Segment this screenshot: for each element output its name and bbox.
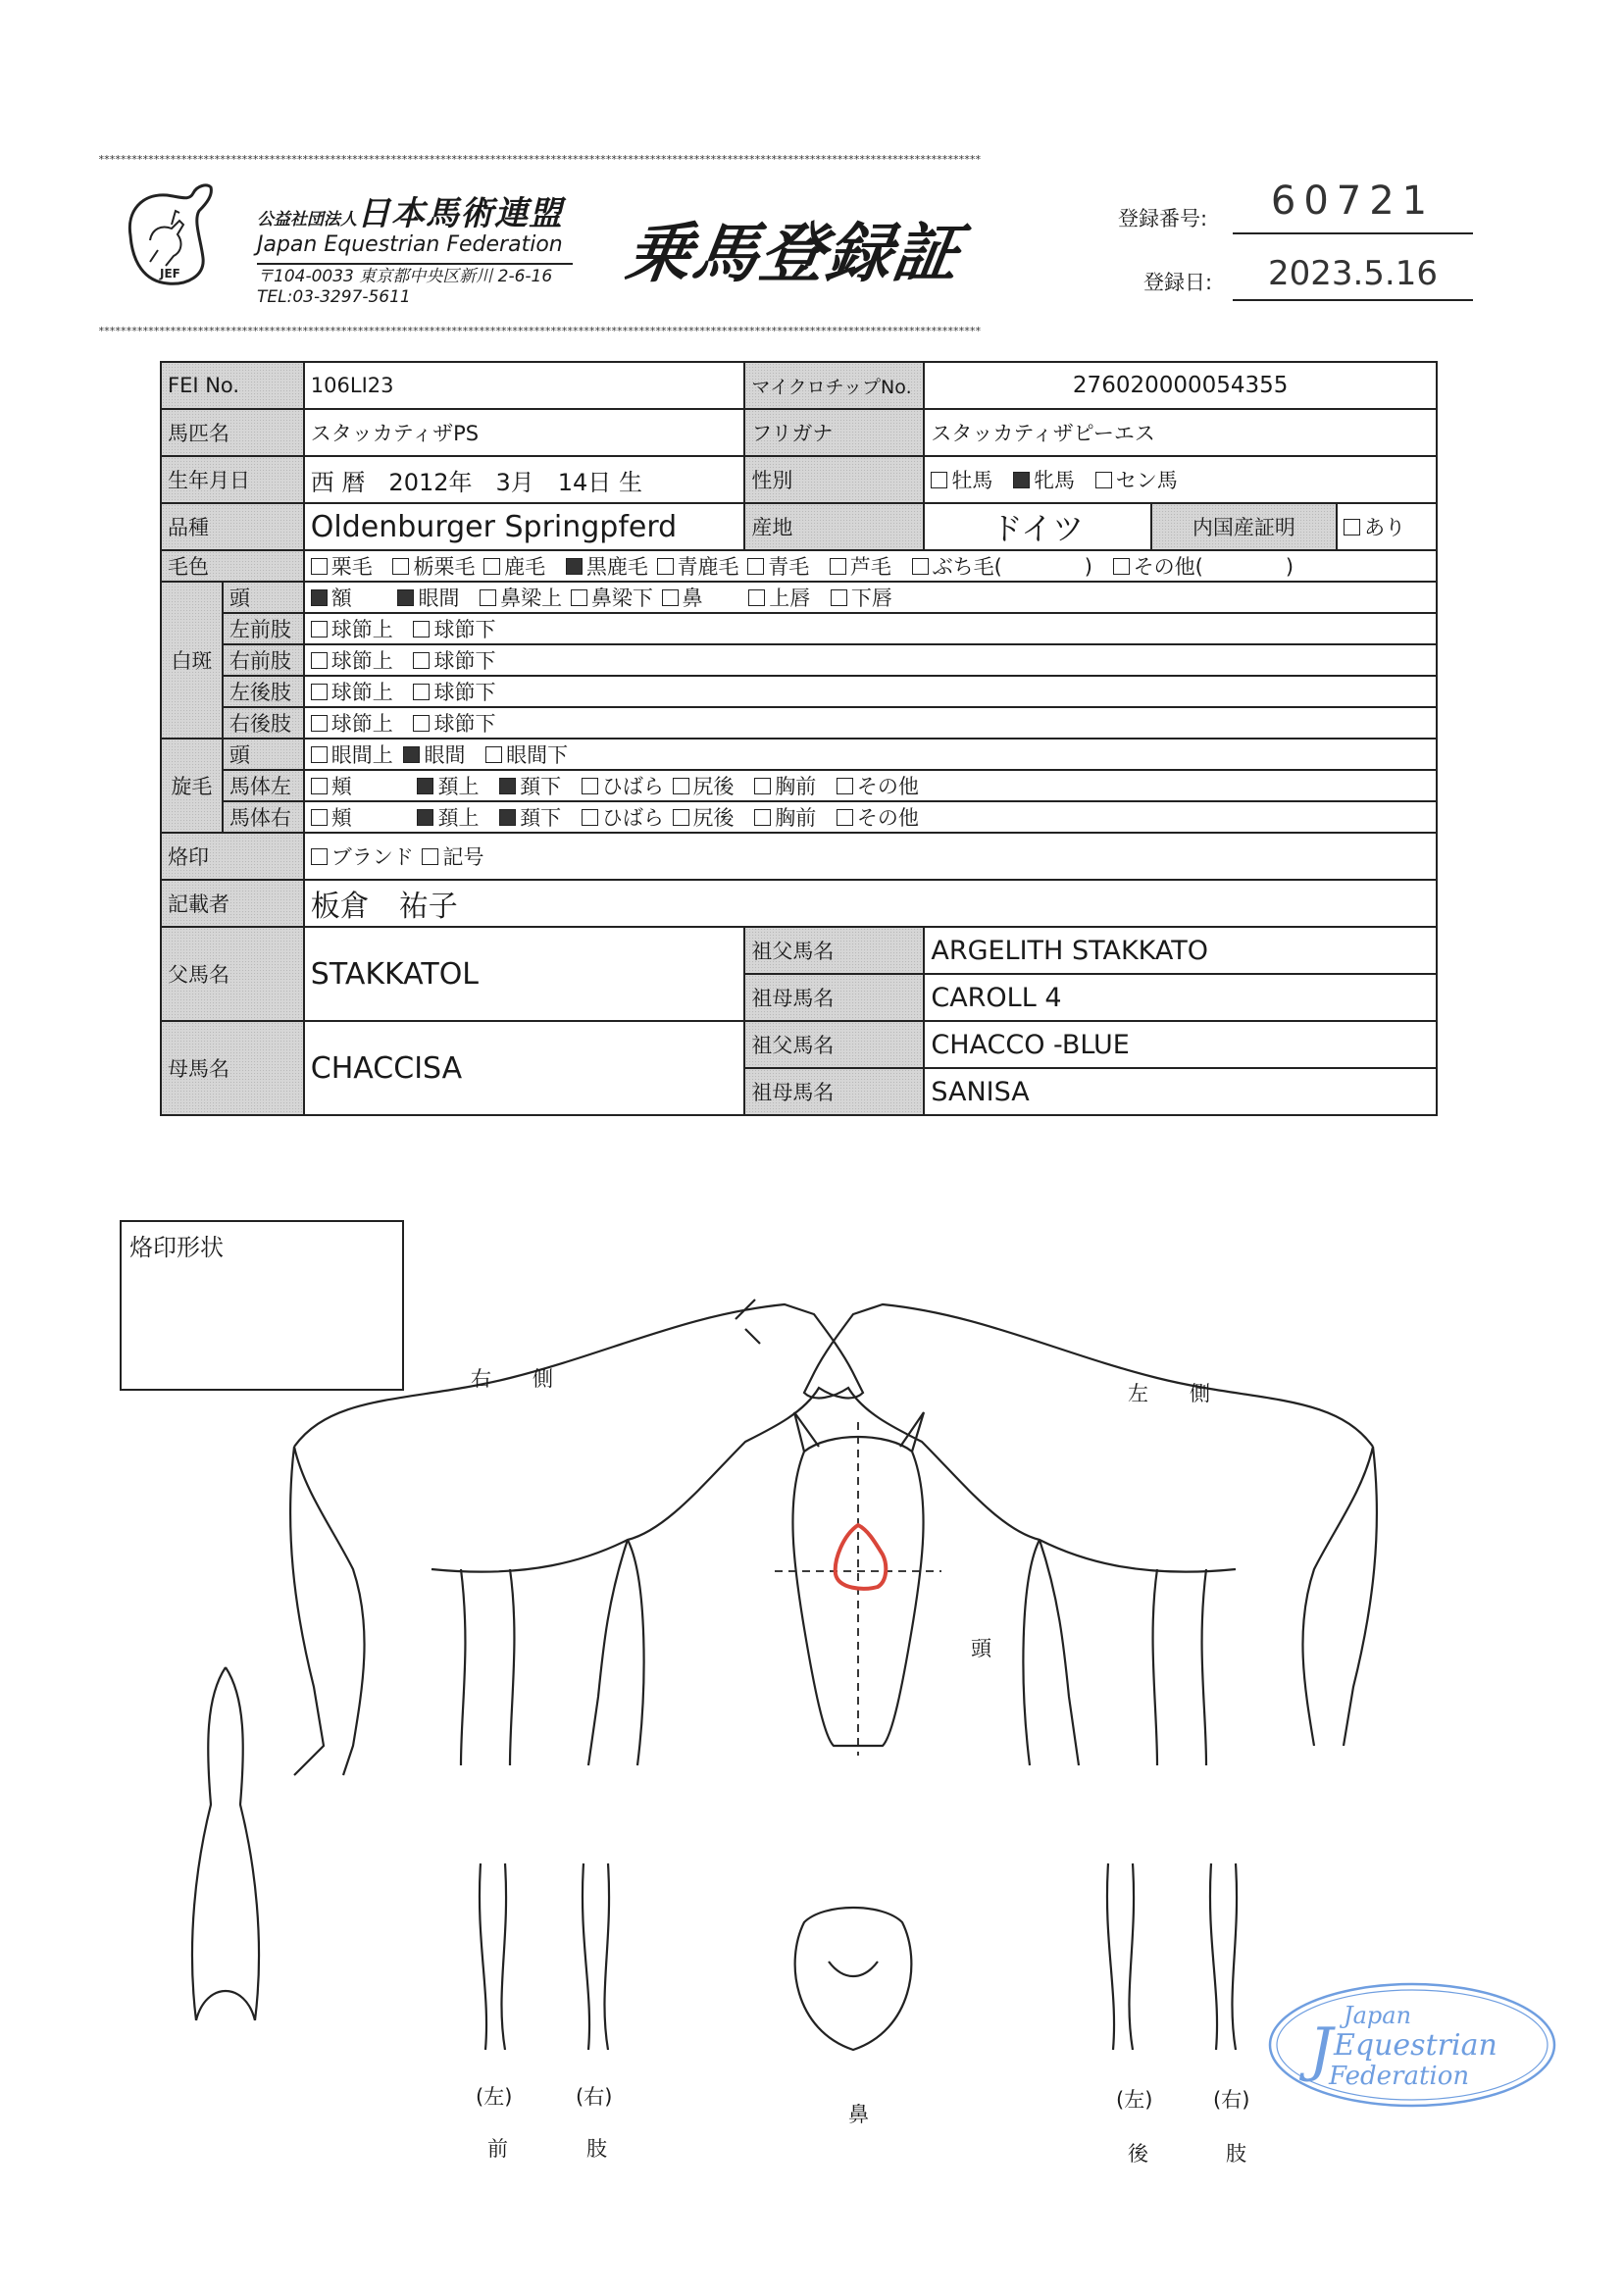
fei-no-value: 106LI23: [304, 362, 745, 409]
checkbox-icon: [311, 621, 328, 638]
registration-number: 60721: [1233, 172, 1473, 234]
white-marks-label: 白斑: [161, 582, 223, 739]
nose-label: 鼻: [848, 2103, 869, 2126]
left-side-horse-icon: [804, 1304, 1377, 1765]
svg-text:J: J: [1309, 2015, 1334, 2084]
sex-option-stallion[interactable]: 牡馬: [931, 469, 992, 492]
whorl-option[interactable]: 眼間下: [485, 743, 568, 767]
hind-left-label: (左): [1116, 2088, 1153, 2112]
svg-text:Equestrian: Equestrian: [1334, 2028, 1497, 2063]
whorl-option[interactable]: 尻後: [673, 806, 735, 830]
checkbox-icon: [311, 684, 328, 700]
sex-option-gelding[interactable]: セン馬: [1095, 469, 1178, 492]
sire-granddam-value: CAROLL 4: [924, 974, 1437, 1021]
legs-icon: [480, 1863, 1237, 2050]
checkbox-icon: [485, 746, 502, 763]
checkbox-icon: [830, 558, 846, 575]
white-mark-option[interactable]: 球節下: [413, 618, 495, 641]
organization-block: [257, 186, 573, 306]
furigana-value: スタッカティザピーエス: [924, 409, 1437, 456]
white-mark-options: [304, 613, 1437, 644]
sire-value: STAKKATOL: [304, 927, 745, 1021]
birthdate-value: 西 暦 2012年 3月 14日 生: [304, 456, 745, 503]
furigana-label: フリガナ: [744, 409, 924, 456]
white-mark-option[interactable]: 球節下: [413, 681, 495, 704]
granddam-label: 祖母馬名: [744, 1068, 924, 1115]
microchip-value: 276020000054355: [924, 362, 1437, 409]
checkbox-checked-icon: [403, 746, 420, 763]
recorder-value: 板倉 祐子: [304, 880, 1437, 927]
hind-right-label: (右): [1213, 2088, 1250, 2112]
whorl-option[interactable]: 頚下: [499, 775, 561, 798]
dam-grandsire-value: CHACCO -BLUE: [924, 1021, 1437, 1068]
horse-name-value: スタッカティザPS: [304, 409, 745, 456]
checkbox-icon: [582, 778, 598, 794]
checkbox-icon: [831, 589, 847, 606]
dam-granddam-value: SANISA: [924, 1068, 1437, 1115]
fore-label-2: 肢: [586, 2137, 607, 2161]
hind-label-1: 後: [1128, 2142, 1148, 2166]
whorl-option[interactable]: 頬: [311, 775, 352, 798]
checkbox-icon: [1344, 519, 1360, 536]
checkbox-icon: [413, 684, 430, 700]
checkbox-checked-icon: [1013, 472, 1030, 488]
white-mark-part: 左前肢: [223, 613, 304, 644]
white-mark-part: 右後肢: [223, 707, 304, 739]
whorl-option[interactable]: ひばら: [582, 806, 664, 830]
white-mark-option[interactable]: 球節上: [311, 712, 393, 736]
whorl-option[interactable]: 頚上: [417, 775, 479, 798]
sire-grandsire-value: ARGELITH STAKKATO: [924, 927, 1437, 974]
checkbox-icon: [413, 715, 430, 732]
whorl-part: 馬体右: [223, 801, 304, 833]
checkbox-icon: [1113, 558, 1130, 575]
checkbox-icon: [311, 809, 328, 826]
fore-right-label: (右): [576, 2085, 613, 2109]
checkbox-icon: [413, 621, 430, 638]
checkbox-checked-icon: [566, 558, 583, 575]
hind-label-2: 肢: [1226, 2142, 1246, 2166]
checkbox-checked-icon: [499, 778, 516, 794]
top-separator: ****************************************************************************************************************************************************************: [98, 155, 981, 165]
white-mark-option[interactable]: 上唇: [748, 586, 810, 610]
birthdate-label: 生年月日: [161, 456, 304, 503]
checkbox-icon: [837, 809, 853, 826]
whorl-option[interactable]: ひばら: [582, 775, 664, 798]
whorl-option[interactable]: 眼間: [403, 743, 465, 767]
whorl-options: [304, 801, 1437, 833]
recorder-label: 記載者: [161, 880, 304, 927]
head-label: 頭: [971, 1637, 991, 1660]
head-front-icon: [775, 1412, 941, 1756]
granddam-label: 祖母馬名: [744, 974, 924, 1021]
brand-option[interactable]: 記号: [422, 845, 483, 869]
brand-option[interactable]: ブランド: [311, 845, 414, 869]
checkbox-icon: [571, 589, 587, 606]
svg-text:Japan: Japan: [1344, 2002, 1412, 2029]
white-mark-option[interactable]: 下唇: [831, 586, 892, 610]
white-mark-part: 右前肢: [223, 644, 304, 676]
coat-option[interactable]: 栃栗毛: [392, 555, 475, 579]
checkbox-icon: [748, 589, 765, 606]
checkbox-icon: [754, 778, 771, 794]
white-mark-options: [304, 644, 1437, 676]
whorl-option[interactable]: 眼間上: [311, 743, 393, 767]
registration-number-label: 登録番号:: [1118, 207, 1208, 230]
head-marking-outline-icon: [836, 1525, 887, 1589]
checkbox-icon: [754, 809, 771, 826]
right-side-horse-icon: [290, 1300, 863, 1775]
checkbox-icon: [673, 809, 689, 826]
registration-form-table: [160, 361, 1438, 1116]
right-side-label: 右 側: [471, 1367, 553, 1391]
checkbox-icon: [912, 558, 929, 575]
whorl-option[interactable]: その他: [837, 806, 919, 830]
checkbox-checked-icon: [499, 809, 516, 826]
checkbox-icon: [311, 558, 328, 575]
checkbox-checked-icon: [417, 809, 433, 826]
breed-label: 品種: [161, 503, 304, 550]
svg-text:JEF: JEF: [160, 267, 180, 280]
white-mark-option[interactable]: 鼻梁下: [571, 586, 653, 610]
sex-label: 性別: [744, 456, 924, 503]
svg-text:Federation: Federation: [1329, 2062, 1470, 2091]
origin-value: ドイツ: [924, 503, 1150, 550]
checkbox-icon: [483, 558, 500, 575]
coat-option[interactable]: 青毛: [747, 555, 809, 579]
white-mark-options: [304, 707, 1437, 739]
header-separator: ****************************************************************************************************************************************************************: [98, 327, 981, 336]
grandsire-label: 祖父馬名: [744, 927, 924, 974]
grandsire-label: 祖父馬名: [744, 1021, 924, 1068]
jef-seal-stamp-icon: [1265, 1976, 1559, 2114]
whorls-label: 旋毛: [161, 739, 223, 833]
sex-options: [924, 456, 1437, 503]
coat-option[interactable]: その他( ): [1113, 555, 1294, 579]
left-side-label: 左 側: [1128, 1382, 1210, 1405]
checkbox-icon: [311, 778, 328, 794]
whorl-part: 頭: [223, 739, 304, 770]
checkbox-icon: [582, 809, 598, 826]
nose-icon: [795, 1908, 912, 2050]
white-mark-part: 左後肢: [223, 676, 304, 707]
checkbox-icon: [673, 778, 689, 794]
domestic-cert-option[interactable]: あり: [1337, 503, 1437, 550]
white-mark-option[interactable]: 球節下: [413, 712, 495, 736]
whorl-option[interactable]: 頬: [311, 806, 352, 830]
microchip-label: マイクロチップNo.: [744, 362, 924, 409]
whorl-part: 馬体左: [223, 770, 304, 801]
whorl-option[interactable]: 頚下: [499, 806, 561, 830]
checkbox-checked-icon: [417, 778, 433, 794]
whorl-option[interactable]: 尻後: [673, 775, 735, 798]
coat-option[interactable]: 栗毛: [311, 555, 373, 579]
sire-label: 父馬名: [161, 927, 304, 1021]
brand-label: 烙印: [161, 833, 304, 880]
document-title: 乗馬登録証: [621, 216, 966, 291]
checkbox-icon: [392, 558, 409, 575]
white-mark-option[interactable]: 球節上: [311, 681, 393, 704]
org-name-jp: 日本馬術連盟: [357, 194, 563, 233]
fore-left-label: (左): [476, 2085, 513, 2109]
origin-label: 産地: [744, 503, 924, 550]
checkbox-icon: [480, 589, 496, 606]
checkbox-icon: [662, 589, 679, 606]
white-mark-option[interactable]: 鼻: [662, 586, 703, 610]
dam-value: CHACCISA: [304, 1021, 745, 1115]
checkbox-checked-icon: [397, 589, 414, 606]
checkbox-icon: [657, 558, 674, 575]
domestic-cert-label: 内国産証明: [1151, 503, 1338, 550]
checkbox-icon: [311, 746, 328, 763]
whorl-option[interactable]: 胸前: [754, 806, 816, 830]
checkbox-checked-icon: [311, 589, 328, 606]
whorl-options: [304, 739, 1437, 770]
org-prefix: 公益社団法人: [257, 210, 357, 230]
white-mark-option[interactable]: 眼間: [397, 586, 459, 610]
white-mark-option[interactable]: 球節上: [311, 618, 393, 641]
registration-date-label: 登録日:: [1143, 271, 1213, 294]
checkbox-icon: [311, 652, 328, 669]
fore-label-1: 前: [487, 2137, 508, 2161]
whorl-option[interactable]: 胸前: [754, 775, 816, 798]
checkbox-icon: [1095, 472, 1112, 488]
whorl-options: [304, 770, 1437, 801]
registration-date: 2023.5.16: [1233, 250, 1473, 301]
white-mark-option[interactable]: 球節下: [413, 649, 495, 673]
horse-markings-diagram: [0, 1275, 1624, 2295]
checkbox-icon: [931, 472, 947, 488]
checkbox-icon: [311, 848, 328, 865]
white-mark-options: [304, 582, 1437, 613]
coat-label: 毛色: [161, 550, 304, 582]
brand-options: [304, 833, 1437, 880]
org-address: 〒104-0033 東京都中央区新川 2-6-16: [257, 267, 553, 286]
org-tel: TEL:03-3297-5611: [257, 287, 411, 307]
org-name-en: Japan Equestrian Federation: [257, 232, 573, 265]
breed-value: Oldenburger Springpferd: [304, 503, 745, 550]
checkbox-icon: [747, 558, 764, 575]
white-mark-option[interactable]: 鼻梁上: [480, 586, 562, 610]
checkbox-icon: [837, 778, 853, 794]
checkbox-icon: [413, 652, 430, 669]
coat-option[interactable]: ぶち毛( ): [912, 555, 1092, 579]
whorl-option[interactable]: 頚上: [417, 806, 479, 830]
coat-option[interactable]: 黒鹿毛: [566, 555, 648, 579]
coat-option[interactable]: 青鹿毛: [657, 555, 739, 579]
jef-logo-icon: [123, 181, 216, 289]
white-mark-option[interactable]: 額: [311, 586, 352, 610]
white-mark-part: 頭: [223, 582, 304, 613]
rear-view-icon: [192, 1667, 259, 2020]
checkbox-icon: [422, 848, 438, 865]
horse-name-label: 馬匹名: [161, 409, 304, 456]
coat-options: [304, 550, 1437, 582]
sex-option-mare[interactable]: 牝馬: [1013, 469, 1075, 492]
white-mark-option[interactable]: 球節上: [311, 649, 393, 673]
white-mark-options: [304, 676, 1437, 707]
coat-option[interactable]: 鹿毛: [483, 555, 545, 579]
fei-no-label: FEI No.: [161, 362, 304, 409]
dam-label: 母馬名: [161, 1021, 304, 1115]
coat-option[interactable]: 芦毛: [830, 555, 891, 579]
brand-shape-label: 烙印形状: [129, 1234, 224, 1261]
whorl-option[interactable]: その他: [837, 775, 919, 798]
checkbox-icon: [311, 715, 328, 732]
